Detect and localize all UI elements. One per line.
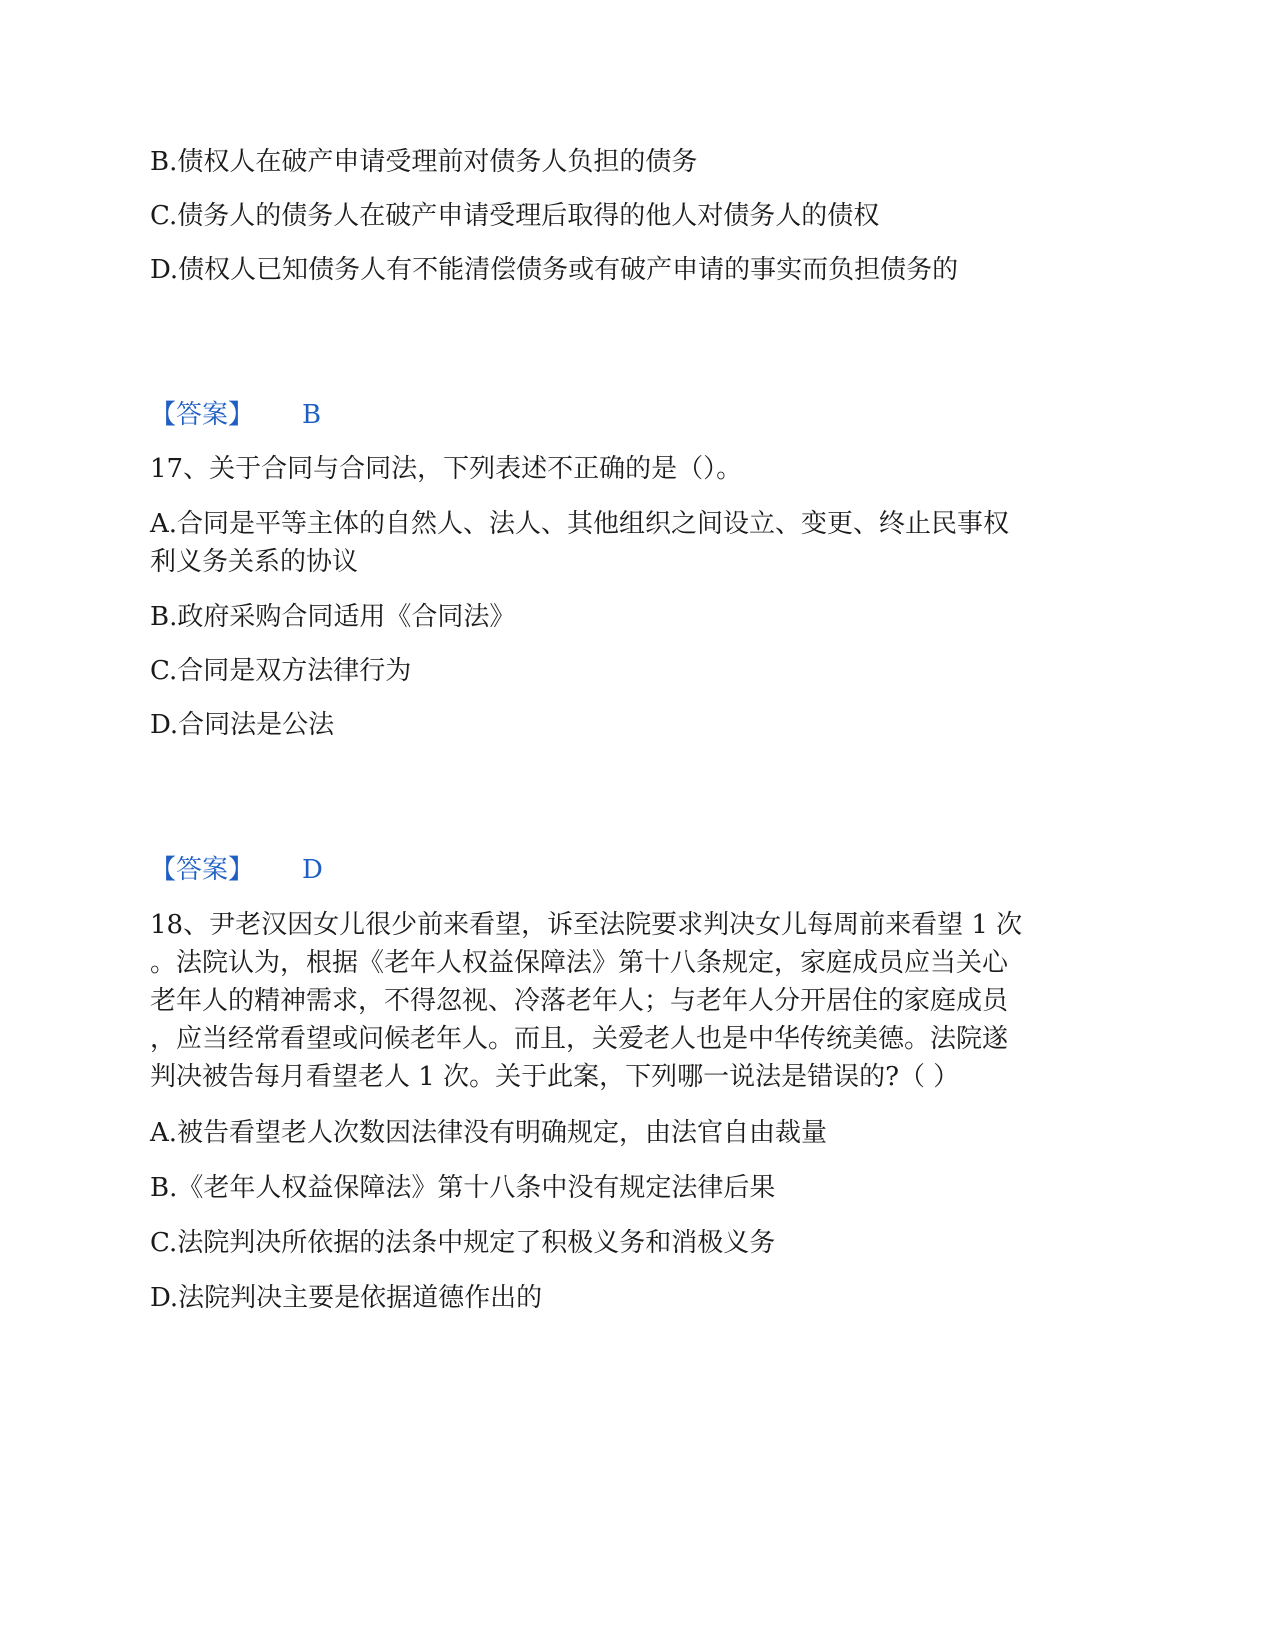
q18-stem-line-3: 老年人的精神需求，不得忽视、冷落老年人；与老年人分开居住的家庭成员 (150, 986, 1009, 1016)
q17-option-b: B.政府采购合同适用《合同法》 (150, 602, 516, 632)
q16-option-d: D.债权人已知债务人有不能清偿债务或有破产申请的事实而负担债务的 (150, 255, 959, 285)
answer-17 (150, 851, 323, 889)
q18-stem-line-2: 。法院认为，根据《老年人权益保障法》第十八条规定，家庭成员应当关心 (150, 948, 1009, 978)
q17-stem: 17、关于合同与合同法，下列表述不正确的是（）。 (150, 454, 743, 484)
answer-label: 【答案】 (150, 400, 255, 430)
q18-stem-line-1: 18、尹老汉因女儿很少前来看望，诉至法院要求判决女儿每周前来看望 1 次 (150, 910, 1023, 940)
answer-16 (150, 396, 321, 434)
q18-option-d: D.法院判决主要是依据道德作出的 (150, 1283, 543, 1313)
answer-value: B (302, 400, 322, 430)
answer-label: 【答案】 (150, 855, 255, 885)
q18-option-a: A.被告看望老人次数因法律没有明确规定，由法官自由裁量 (150, 1118, 828, 1148)
q16-option-c: C.债务人的债务人在破产申请受理后取得的他人对债务人的债权 (150, 201, 880, 231)
q18-stem-line-5: 判决被告每月看望老人 1 次。关于此案，下列哪一说法是错误的?（ ） (150, 1062, 960, 1092)
q17-option-a: A.合同是平等主体的自然人、法人、其他组织之间设立、变更、终止民事权 (150, 509, 1010, 539)
q17-option-d: D.合同法是公法 (150, 710, 335, 740)
q17-option-a-cont: 利义务关系的协议 (150, 547, 359, 577)
q18-stem-line-4: ，应当经常看望或问候老年人。而且，关爱老人也是中华传统美德。法院遂 (150, 1024, 1009, 1054)
q18-option-c: C.法院判决所依据的法条中规定了积极义务和消极义务 (150, 1228, 776, 1258)
q17-option-c: C.合同是双方法律行为 (150, 656, 412, 686)
q18-option-b: B.《老年人权益保障法》第十八条中没有规定法律后果 (150, 1173, 776, 1203)
answer-value: D (302, 855, 323, 885)
q16-option-b: B.债权人在破产申请受理前对债务人负担的债务 (150, 147, 698, 177)
